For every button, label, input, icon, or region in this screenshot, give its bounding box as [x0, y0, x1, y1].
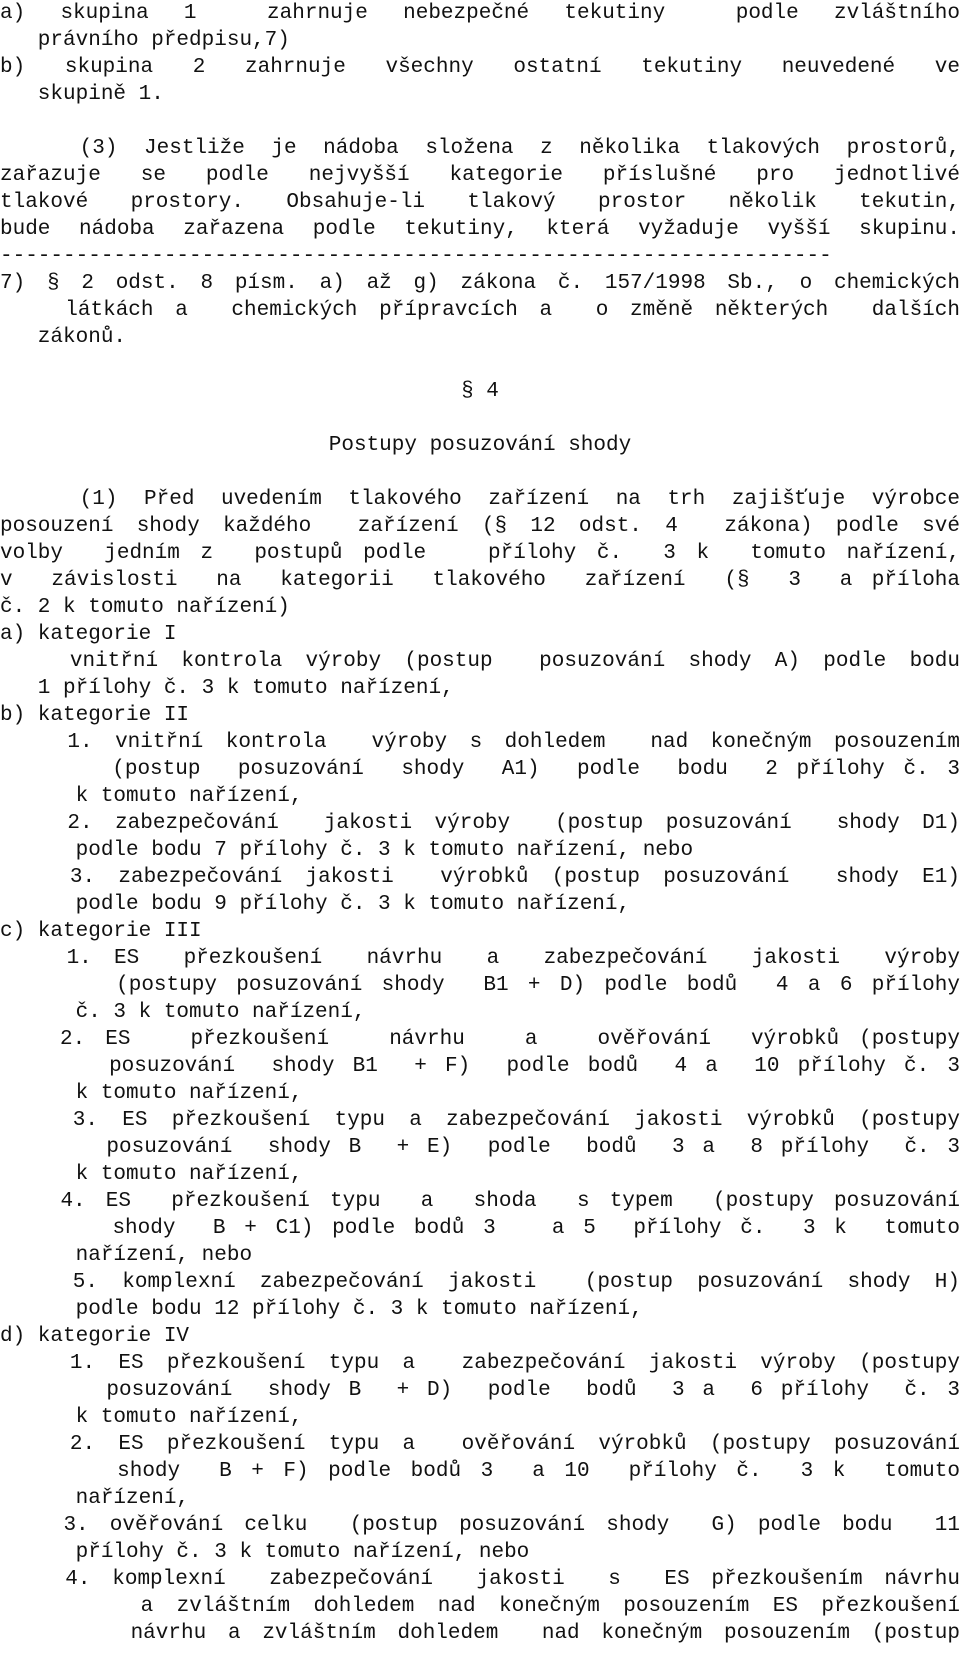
category-iv-item-4-line-1: 4. komplexní zabezpečování jakosti s ES přezkoušením návrhu	[0, 1568, 960, 1591]
category-iv-heading: d) kategorie IV	[0, 1325, 190, 1348]
section-mark: § 4	[461, 380, 499, 403]
category-iv-item-4-line-3: návrhu a zvláštním dohledem nad konečným posouzením (postup	[0, 1622, 960, 1645]
list-item-a-line-1: a) skupina 1 zahrnuje nebezpečné tekutiny podle zvláštního	[0, 2, 960, 25]
category-iv-item-2-line-1: 2. ES přezkoušení typu a ověřování výrobků (postupy posuzování	[0, 1433, 960, 1456]
category-iv-item-1-line-2: posuzování shody B + D) podle bodů 3 a 6 přílohy č. 3	[0, 1379, 960, 1402]
category-iii-item-1-line-3: č. 3 k tomuto nařízení,	[0, 1001, 366, 1024]
category-iii-item-2-line-1: 2. ES přezkoušení návrhu a ověřování výrobků (postupy	[0, 1028, 960, 1051]
category-iii-item-4-line-1: 4. ES přezkoušení typu a shoda s typem (postupy posuzování	[0, 1190, 960, 1213]
category-iv-item-2-line-2: shody B + F) podle bodů 3 a 10 přílohy č. 3 k tomuto	[0, 1460, 960, 1483]
paragraph-1-line-5: č. 2 k tomuto nařízení)	[0, 596, 290, 619]
paragraph-3-line-3: tlakové prostory. Obsahuje-li tlakový prostor několik tekutin,	[0, 191, 960, 214]
category-i-line-1: vnitřní kontrola výroby (postup posuzování shody A) podle bodu	[0, 650, 960, 673]
paragraph-1-line-2: posouzení shody každého zařízení (§ 12 odst. 4 zákona) podle své	[0, 515, 960, 538]
category-iii-heading: c) kategorie III	[0, 920, 202, 943]
category-iii-item-5-line-1: 5. komplexní zabezpečování jakosti (postup posuzování shody H)	[0, 1271, 960, 1294]
category-ii-item-1-line-2: (postup posuzování shody A1) podle bodu 2 přílohy č. 3	[0, 758, 960, 781]
category-iv-item-3-line-1: 3. ověřování celku (postup posuzování shody G) podle bodu 11	[0, 1514, 960, 1537]
category-iii-item-2-line-2: posuzování shody B1 + F) podle bodů 4 a 10 přílohy č. 3	[0, 1055, 960, 1078]
category-ii-heading: b) kategorie II	[0, 704, 190, 727]
paragraph-3-line-2: zařazuje se podle nejvyšší kategorie příslušné pro jednotlivé	[0, 164, 960, 187]
category-iii-item-5-line-2: podle bodu 12 přílohy č. 3 k tomuto nařízení,	[0, 1298, 643, 1321]
category-ii-item-1-line-3: k tomuto nařízení,	[0, 785, 303, 808]
paragraph-1-line-4: v závislosti na kategorii tlakového zařízení (§ 3 a příloha	[0, 569, 960, 592]
paragraph-1-line-1: (1) Před uvedením tlakového zařízení na trh zajišťuje výrobce	[0, 488, 960, 511]
footnote-separator: ------------------------------------------------------------------	[0, 245, 832, 268]
category-iii-item-4-line-2: shody B + C1) podle bodů 3 a 5 přílohy č. 3 k tomuto	[0, 1217, 960, 1240]
paragraph-3-line-1: (3) Jestliže je nádoba složena z několika tlakových prostorů,	[0, 137, 960, 160]
category-iv-item-1-line-1: 1. ES přezkoušení typu a zabezpečování jakosti výroby (postupy	[0, 1352, 960, 1375]
category-ii-item-3-line-2: podle bodu 9 přílohy č. 3 k tomuto nařízení,	[0, 893, 631, 916]
category-iii-item-2-line-3: k tomuto nařízení,	[0, 1082, 303, 1105]
category-iii-item-3-line-1: 3. ES přezkoušení typu a zabezpečování jakosti výrobků (postupy	[0, 1109, 960, 1132]
paragraph-1-line-3: volby jedním z postupů podle přílohy č. 3 k tomuto nařízení,	[0, 542, 960, 565]
category-iv-item-3-line-2: přílohy č. 3 k tomuto nařízení, nebo	[0, 1541, 530, 1564]
footnote-7-line-1: 7) § 2 odst. 8 písm. a) až g) zákona č. 157/1998 Sb., o chemických	[0, 272, 960, 295]
category-iv-item-1-line-3: k tomuto nařízení,	[0, 1406, 303, 1429]
category-iii-item-3-line-2: posuzování shody B + E) podle bodů 3 a 8 přílohy č. 3	[0, 1136, 960, 1159]
category-ii-item-2-line-1: 2. zabezpečování jakosti výroby (postup posuzování shody D1)	[0, 812, 960, 835]
category-iii-item-4-line-3: nařízení, nebo	[0, 1244, 253, 1267]
paragraph-3-line-4: bude nádoba zařazena podle tekutiny, která vyžaduje vyšší skupinu.	[0, 218, 960, 241]
category-iv-item-4-line-2: a zvláštním dohledem nad konečným posouzením ES přezkoušení	[0, 1595, 960, 1618]
section-title: Postupy posuzování shody	[328, 434, 632, 457]
category-i-line-2: 1 přílohy č. 3 k tomuto nařízení,	[0, 677, 454, 700]
category-iii-item-3-line-3: k tomuto nařízení,	[0, 1163, 303, 1186]
category-ii-item-1-line-1: 1. vnitřní kontrola výroby s dohledem nad konečným posouzením	[0, 731, 960, 754]
category-iii-item-1-line-1: 1. ES přezkoušení návrhu a zabezpečování jakosti výroby	[0, 947, 960, 970]
category-ii-item-3-line-1: 3. zabezpečování jakosti výrobků (postup posuzování shody E1)	[0, 866, 960, 889]
category-iv-item-2-line-3: nařízení,	[0, 1487, 190, 1510]
footnote-7-line-2: látkách a chemických přípravcích a o změně některých dalších	[0, 299, 960, 322]
category-ii-item-2-line-2: podle bodu 7 přílohy č. 3 k tomuto nařízení, nebo	[0, 839, 694, 862]
category-i-heading: a) kategorie I	[0, 623, 177, 646]
list-item-a-line-2: právního předpisu,7)	[0, 29, 290, 52]
footnote-7-line-3: zákonů.	[0, 326, 127, 349]
list-item-b-line-1: b) skupina 2 zahrnuje všechny ostatní tekutiny neuvedené ve	[0, 56, 960, 79]
category-iii-item-1-line-2: (postupy posuzování shody B1 + D) podle bodů 4 a 6 přílohy	[0, 974, 960, 997]
list-item-b-line-2: skupině 1.	[0, 83, 164, 106]
